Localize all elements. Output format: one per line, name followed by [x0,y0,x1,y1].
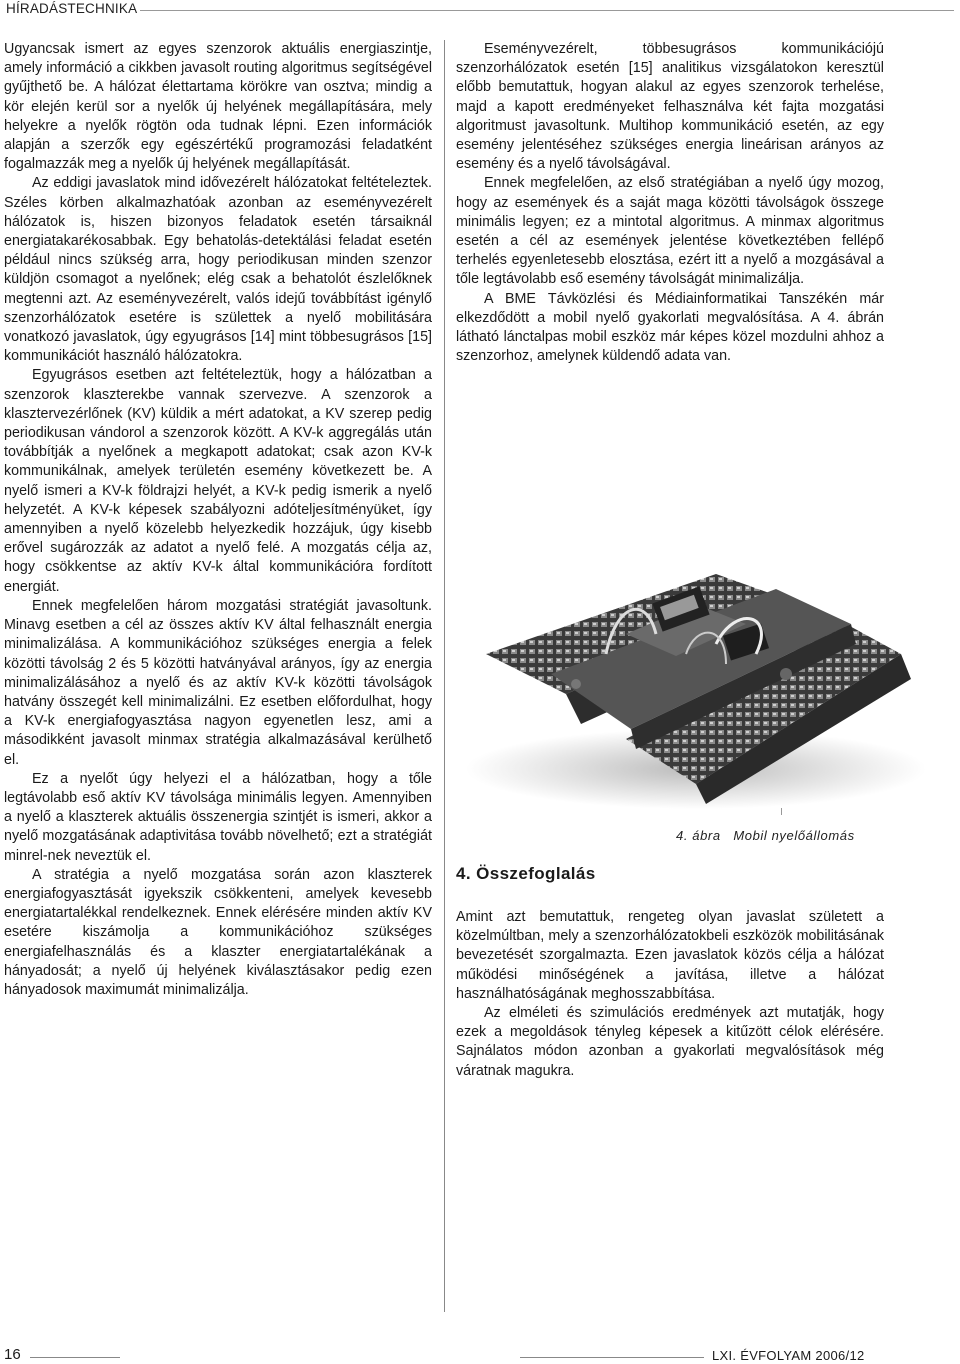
right-column [456,40,884,366]
header-rule [140,10,954,11]
section-heading: 4. Összefoglalás [456,864,596,883]
paragraph: A stratégia a nyelő mozgatása során azon klaszterek energiafogyasztását igyekszik csökkenteni, amelyek kevesebb energiatartalékkal rendelkeznek. Ennek elérésére minden aktív KV esetére kiszámolja a kommunikációhoz szükséges energiafelhasználás és a klaszter energiatartalékának a hányadosát; a nyelő új helyének kiválasztásakor pedig ezen hányadosok maximumát minimalizálja. [4,866,432,998]
paragraph: A BME Távközlési és Médiainformatikai Tanszékén már elkezdődött a mobil nyelő gyakorlati megvalósítása. A 4. ábrán látható lánctalpas mobil eszköz már képes közel mozdulni ahhoz a szenzorhoz, amelynek küldendő adata van. [456,290,884,365]
summary-section [456,908,884,1081]
page-number: 16 [4,1346,21,1363]
paragraph: Az eddigi javaslatok mind idővezérelt hálózatokat feltételeztek. Széles körben alkalmazhatóak azonban az eseményvezérelt hálózatok is, hiszen bizonyos feladatok esetén társaiknál energiatakarékosabbak. Egy behatolás-detektálási feladat esetén például nincs szükség arra, hogy periodikusan minden szenzor küldjön csomagot a nyelőnek; elég csak a behatolót észlelőknek megtenni azt. Az eseményvezérelt, valós idejű továbbítást igénylő szenzorhálózatok esetére is születtek a nyelő mobilitására vonatkozó javaslatok, úgy egyugrásos [14] mint többesugrásos [15] kommunikációt használó hálózatokra. [4,175,432,365]
paragraph: Ennek megfelelően három mozgatási stratégiát javasoltunk. Minavg esetben a cél az összes aktív KV által felhasznált energia minimalizálása. A kommunikációhoz szükséges energia a felek közötti távolság 2 és 5 közötti hatványával arányos, így az energia minimalizálásához a nyelő és az aktív KV-k közötti távolságok hatvány összegét kell minimalizálni. Ez esetben előfordulhat, hogy a KV-k energiafogyasztása nagyon egyenetlen lesz, ami a másodikként javasolt minmax stratégia alkalmazásával kerülhető el. [4,597,432,768]
mobile-sink-robot-photo [456,504,940,810]
paragraph: Eseményvezérelt, többesugrásos kommunikációjú szenzorhálózatok esetén [15] analitikus vizsgálatokon keresztül előbb bemutattuk, hogyan alakul az egyes szenzorok terhelése, majd a kapott eredményeket felhasználva két fajta mozgatási algoritmust javasoltunk. Multihop kommunikáció esetén, az egy esemény jelentéséhez szükséges energia lineárisan arányos az esemény és a nyelő távolságával. [456,41,884,173]
journal-section-title: HÍRADÁSTECHNIKA [6,1,138,16]
paragraph: Ugyancsak ismert az egyes szenzorok aktuális energiaszintje, amely információ a cikkben javasolt routing algoritmus segítségével gyűjthető be. A hálózat élettartama körökre van osztva; mindig a kör elején kerül sor a nyelők új helyének megállapítására, mely helyekre a nyelők rögtön oda tudnak lépni. Ezen információk alapján a szerzők egy egészértékű programozási feladatként fogalmazzák meg a nyelők új helyének megállapítását. [4,41,432,173]
issue-label: LXI. ÉVFOLYAM 2006/12 [712,1348,865,1363]
figure-caption [676,828,936,843]
figure-tick-mark [781,808,782,815]
figure-caption-text: Mobil nyelőállomás [733,828,855,843]
column-divider [444,40,445,1312]
paragraph: Ez a nyelőt úgy helyezi el a hálózatban, hogy a tőle legtávolabb eső aktív KV távolsága minimális legyen. Amennyiben a nyelő a klaszterek aktuális összenergia szintjét is ismeri, akkor a nyelő mozgatásának adaptivitása tovább növelhető; ezt a stratégiát minrel-nek neveztük el. [4,770,432,864]
paragraph: Egyugrásos esetben azt feltételeztük, hogy a hálózatban a szenzorok klaszterekbe vannak szervezve. A szenzorok a klasztervezérlőnek (KV) küldik a mért adatokat, a KV szerep pedig periodikusan vándorol a szenzorok között. A KV-k aggregálás után továbbítják a nyelőnek a megkapott adatokat; csak azon KV-k kommunikálnak, amelyek területén esemény következett be. A nyelő ismeri a KV-k földrajzi helyét, a KV-k pedig ismerik a nyelő helyzetét. A KV-k képesek szabályozni adóteljesítményüket, így amennyiben a nyelő közelebb helyezkedik hozzájuk, úgy kisebb erővel sugározzák az adatot a nyelő felé. A mozgatás célja az, hogy csökkentse az aktív KV-k által kommunikációra fordított energiát. [4,367,432,595]
paragraph: Amint azt bemutattuk, rengeteg olyan javaslat született a közelmúltban, mely a szenzorhálózatokbeli eszközök mobilitásának bevezetését szorgalmazta. Ezen javaslatok közös célja a hálózat működési minőségének a javítása, illetve a hálózat használhatóságának meghosszabbítása. [456,909,884,1002]
left-column [4,40,432,1000]
footer-rule [520,1357,704,1358]
footer-rule [30,1357,120,1358]
paragraph: Ennek megfelelően, az első stratégiában a nyelő úgy mozog, hogy az események és a saját maga közötti távolságok összege minimális legyen; ez a mintotal algoritmus. A minmax algoritmus esetén a cél az események jelentése következtében fellépő terhelés egyenletesebb elosztása, ezért itt a nyelő a mozgásával a tőle legtávolabb eső esemény távolságát minimalizálja. [456,175,884,288]
paragraph: Az elméleti és szimulációs eredmények azt mutatják, hogy ezek a megoldások tényleg képesek a kitűzött célok elérésére. Sajnálatos módon azonban a gyakorlati megvalósítások még váratnak magukra. [456,1005,884,1079]
figure-caption-number: 4. ábra [676,828,721,843]
